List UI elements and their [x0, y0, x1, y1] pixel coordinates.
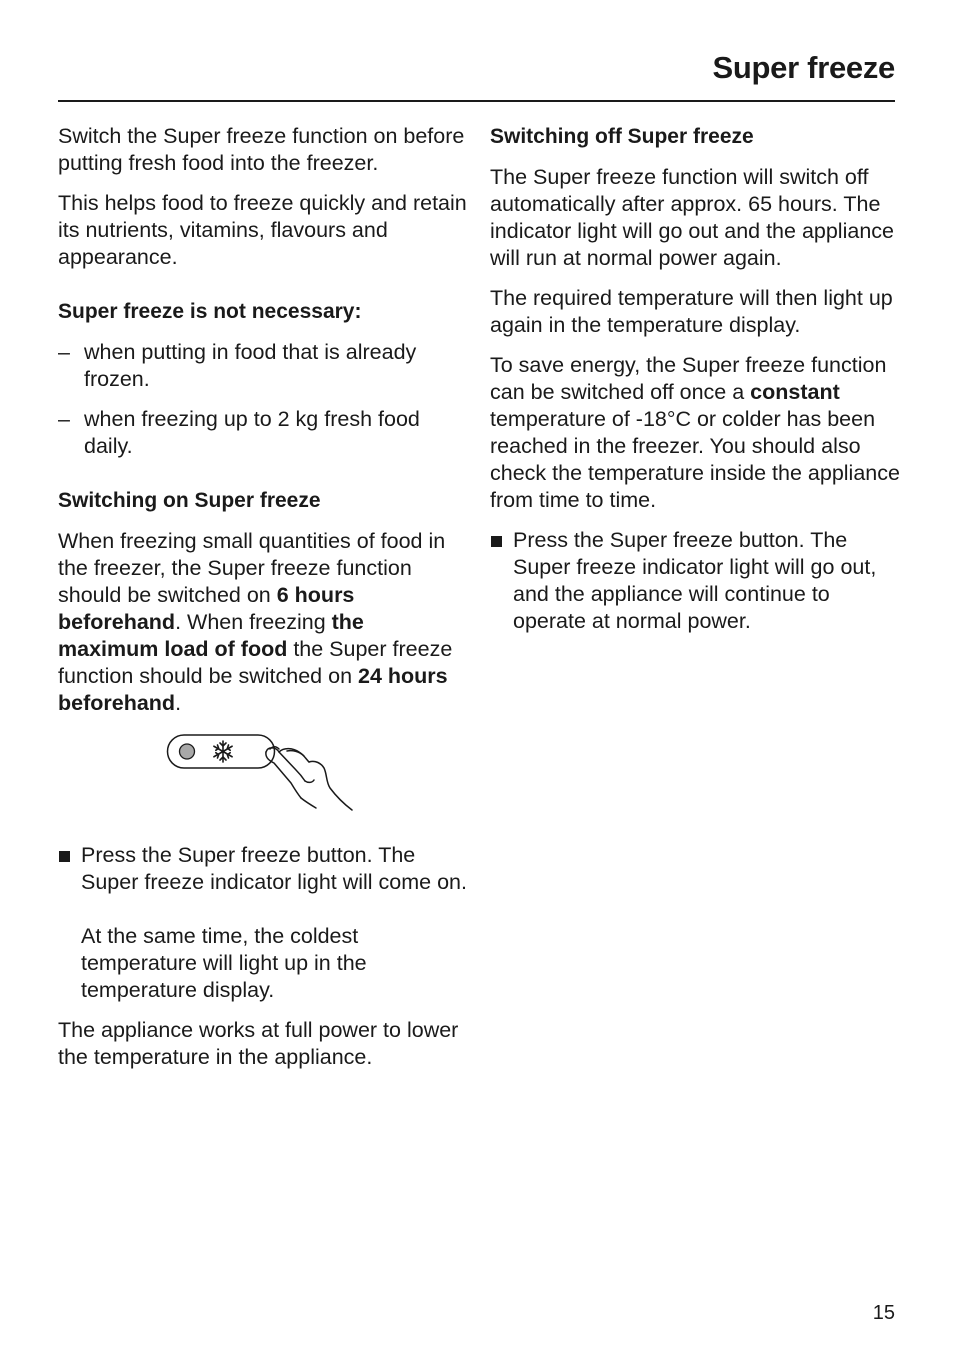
- finger-pressing-snowflake-button-icon: [166, 730, 356, 816]
- intro-paragraph-2: This helps food to freeze quickly and retain its nutrients, vitamins, flavours and appearance.: [58, 191, 467, 269]
- step-text: Press the Super freeze button. The Super freeze indicator light will go out, and the appliance will continue to operate at normal power.: [513, 528, 877, 633]
- step-item: [58, 842, 468, 1004]
- dash-marker: –: [58, 407, 70, 431]
- step-item: [490, 527, 900, 635]
- text-run: .: [175, 691, 182, 715]
- square-bullet-icon: [59, 851, 70, 862]
- text-run: To save energy, the Super freeze function can be switched off once a: [490, 353, 887, 404]
- not-necessary-heading: Super freeze is not necessary:: [58, 300, 362, 323]
- dash-marker: –: [58, 340, 70, 364]
- intro-paragraph-1: Switch the Super freeze function on before putting fresh food into the freezer.: [58, 124, 465, 175]
- bold-run: constant: [750, 380, 840, 404]
- switch-off-paragraph-1: The Super freeze function will switch off automatically after approx. 65 hours. The indicator light will go out and the appliance will run at normal power again.: [490, 165, 894, 270]
- header-rule: [58, 100, 895, 102]
- left-column: [58, 123, 468, 1084]
- list-item-text: when putting in food that is already frozen.: [84, 340, 417, 391]
- page-title: Super freeze: [712, 50, 895, 85]
- square-bullet-icon: [491, 536, 502, 547]
- switch-on-paragraph: [58, 528, 468, 717]
- step-extra-text: At the same time, the coldest temperature will light up in the temperature display.: [81, 924, 367, 1002]
- text-run: When freezing small quantities of food in the freezer, the Super freeze function should be switched on: [58, 529, 446, 607]
- switch-off-paragraph-2: The required temperature will then light up again in the temperature display.: [490, 286, 893, 337]
- bold-run: the maximum load of food: [58, 610, 364, 661]
- page-number: 15: [872, 1302, 895, 1324]
- list-item: [58, 339, 468, 393]
- right-column: [490, 123, 900, 648]
- list-item-text: when freezing up to 2 kg fresh food daily.: [84, 407, 420, 458]
- step-text: Press the Super freeze button. The Super freeze indicator light will come on.: [81, 843, 467, 894]
- switch-off-paragraph-3: [490, 352, 900, 514]
- bold-run: 6 hours beforehand: [58, 583, 355, 634]
- list-item: [58, 406, 468, 460]
- closing-paragraph: The appliance works at full power to lower the temperature in the appliance.: [58, 1018, 459, 1069]
- text-run: temperature of -18°C or colder has been reached in the freezer. You should also check the temperature inside the appliance from time to time.: [490, 407, 900, 512]
- text-run: . When freezing: [175, 610, 332, 634]
- text-run: the Super freeze function should be switched on: [58, 637, 453, 688]
- switch-off-heading: Switching off Super freeze: [490, 125, 754, 148]
- bold-run: 24 hours beforehand: [58, 664, 448, 715]
- switch-on-heading: Switching on Super freeze: [58, 489, 321, 512]
- super-freeze-button-illustration: [58, 730, 468, 826]
